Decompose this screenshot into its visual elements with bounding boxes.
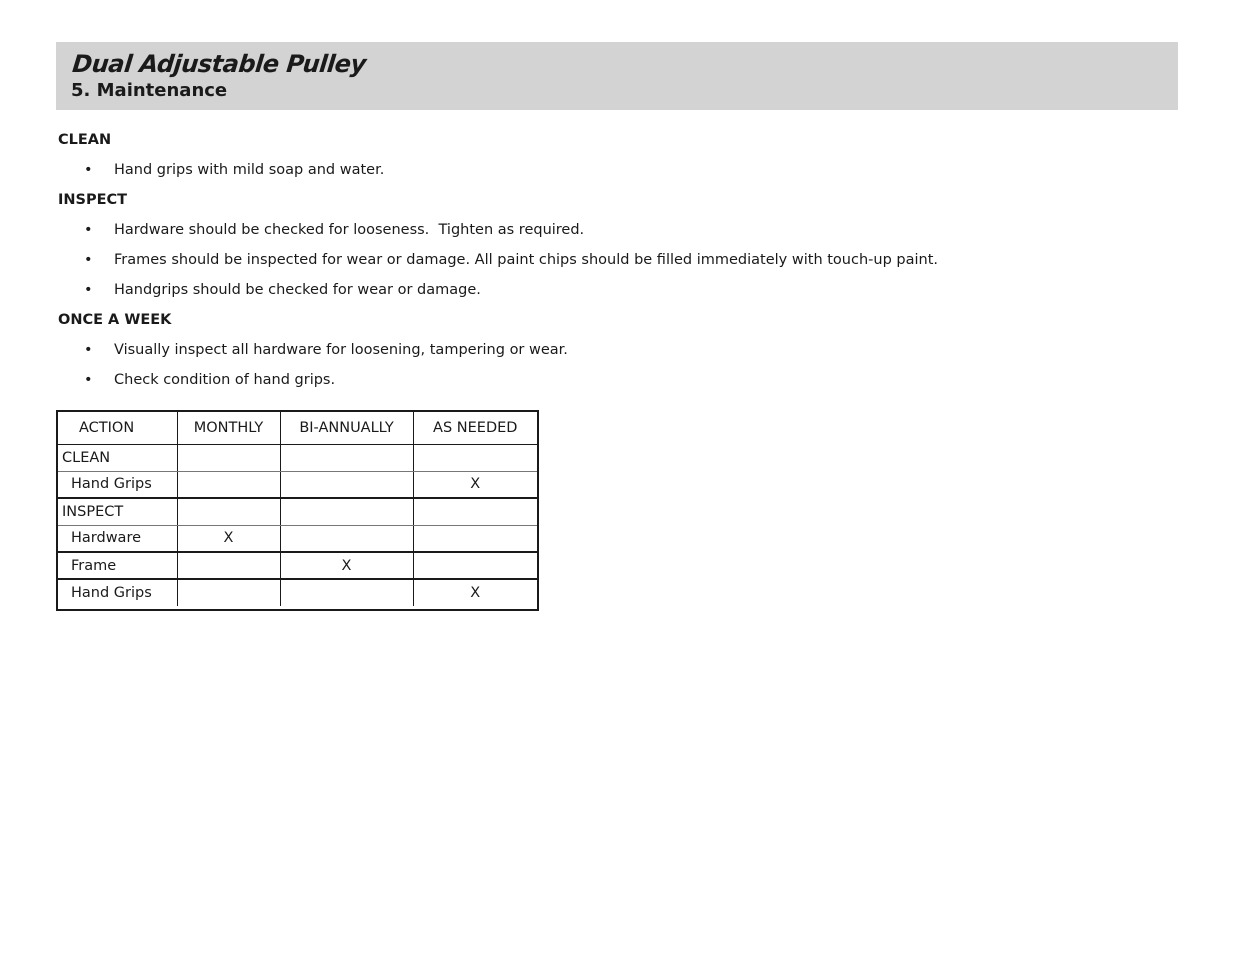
table-row <box>58 525 537 552</box>
column-header-monthly: MONTHLY <box>177 412 280 444</box>
table-cell: X <box>280 552 413 579</box>
column-header-action: ACTION <box>58 412 177 444</box>
table-cell <box>280 444 413 471</box>
table-cell: CLEAN <box>58 444 177 471</box>
table-row <box>58 498 537 525</box>
list-item <box>84 372 335 388</box>
table-row <box>58 471 537 498</box>
bullet-icon: • <box>84 162 93 178</box>
bullet-icon: • <box>84 372 93 388</box>
table-cell: Hand Grips <box>58 471 177 498</box>
list-item-text: Handgrips should be checked for wear or damage. <box>114 282 481 298</box>
table-row <box>58 579 537 606</box>
table-cell: X <box>177 525 280 552</box>
maintenance-schedule-table <box>58 412 537 606</box>
heading-inspect: INSPECT <box>58 192 128 208</box>
list-item-text: Visually inspect all hardware for loosening, tampering or wear. <box>114 342 568 358</box>
table-cell: X <box>413 579 537 606</box>
table-cell <box>280 498 413 525</box>
heading-once-a-week: ONCE A WEEK <box>58 312 172 328</box>
bullet-icon: • <box>84 282 93 298</box>
column-header-bi-annually: BI-ANNUALLY <box>280 412 413 444</box>
table-cell: Hand Grips <box>71 585 152 601</box>
table-cell: Frame <box>58 552 177 579</box>
list-item-text: Hardware should be checked for looseness. Tighten as required. <box>114 222 585 238</box>
table-cell <box>413 525 537 552</box>
list-item-text: Check condition of hand grips. <box>114 372 336 388</box>
table-row <box>58 444 537 471</box>
header-band <box>56 42 1178 110</box>
table-cell <box>177 579 280 606</box>
table-cell: X <box>413 471 537 498</box>
table-cell <box>177 498 280 525</box>
table-cell <box>413 552 537 579</box>
table-cell <box>413 444 537 471</box>
list-item <box>84 222 584 238</box>
bullet-icon: • <box>84 252 93 268</box>
table-cell <box>177 471 280 498</box>
column-header-as-needed: AS NEEDED <box>413 412 537 444</box>
bullet-icon: • <box>84 222 93 238</box>
table-cell <box>177 552 280 579</box>
heading-clean: CLEAN <box>58 132 112 148</box>
bullet-icon: • <box>84 342 93 358</box>
document-title: Dual Adjustable Pulley <box>71 50 368 78</box>
table-row <box>58 552 537 579</box>
table-cell <box>280 471 413 498</box>
table-cell: Hardware <box>58 525 177 552</box>
table-cell <box>280 525 413 552</box>
list-item <box>84 342 568 358</box>
maintenance-table <box>56 410 539 611</box>
list-item <box>84 252 938 268</box>
list-item-text: Hand grips with mild soap and water. <box>114 162 385 178</box>
table-cell <box>280 579 413 606</box>
list-item-text: Frames should be inspected for wear or damage. All paint chips should be filled immediately with touch-up paint. <box>114 252 938 268</box>
section-title: 5. Maintenance <box>71 80 228 101</box>
table-cell: INSPECT <box>58 498 177 525</box>
table-header-row <box>58 412 537 444</box>
table-cell <box>413 498 537 525</box>
list-item <box>84 162 384 178</box>
table-cell <box>177 444 280 471</box>
list-item <box>84 282 481 298</box>
